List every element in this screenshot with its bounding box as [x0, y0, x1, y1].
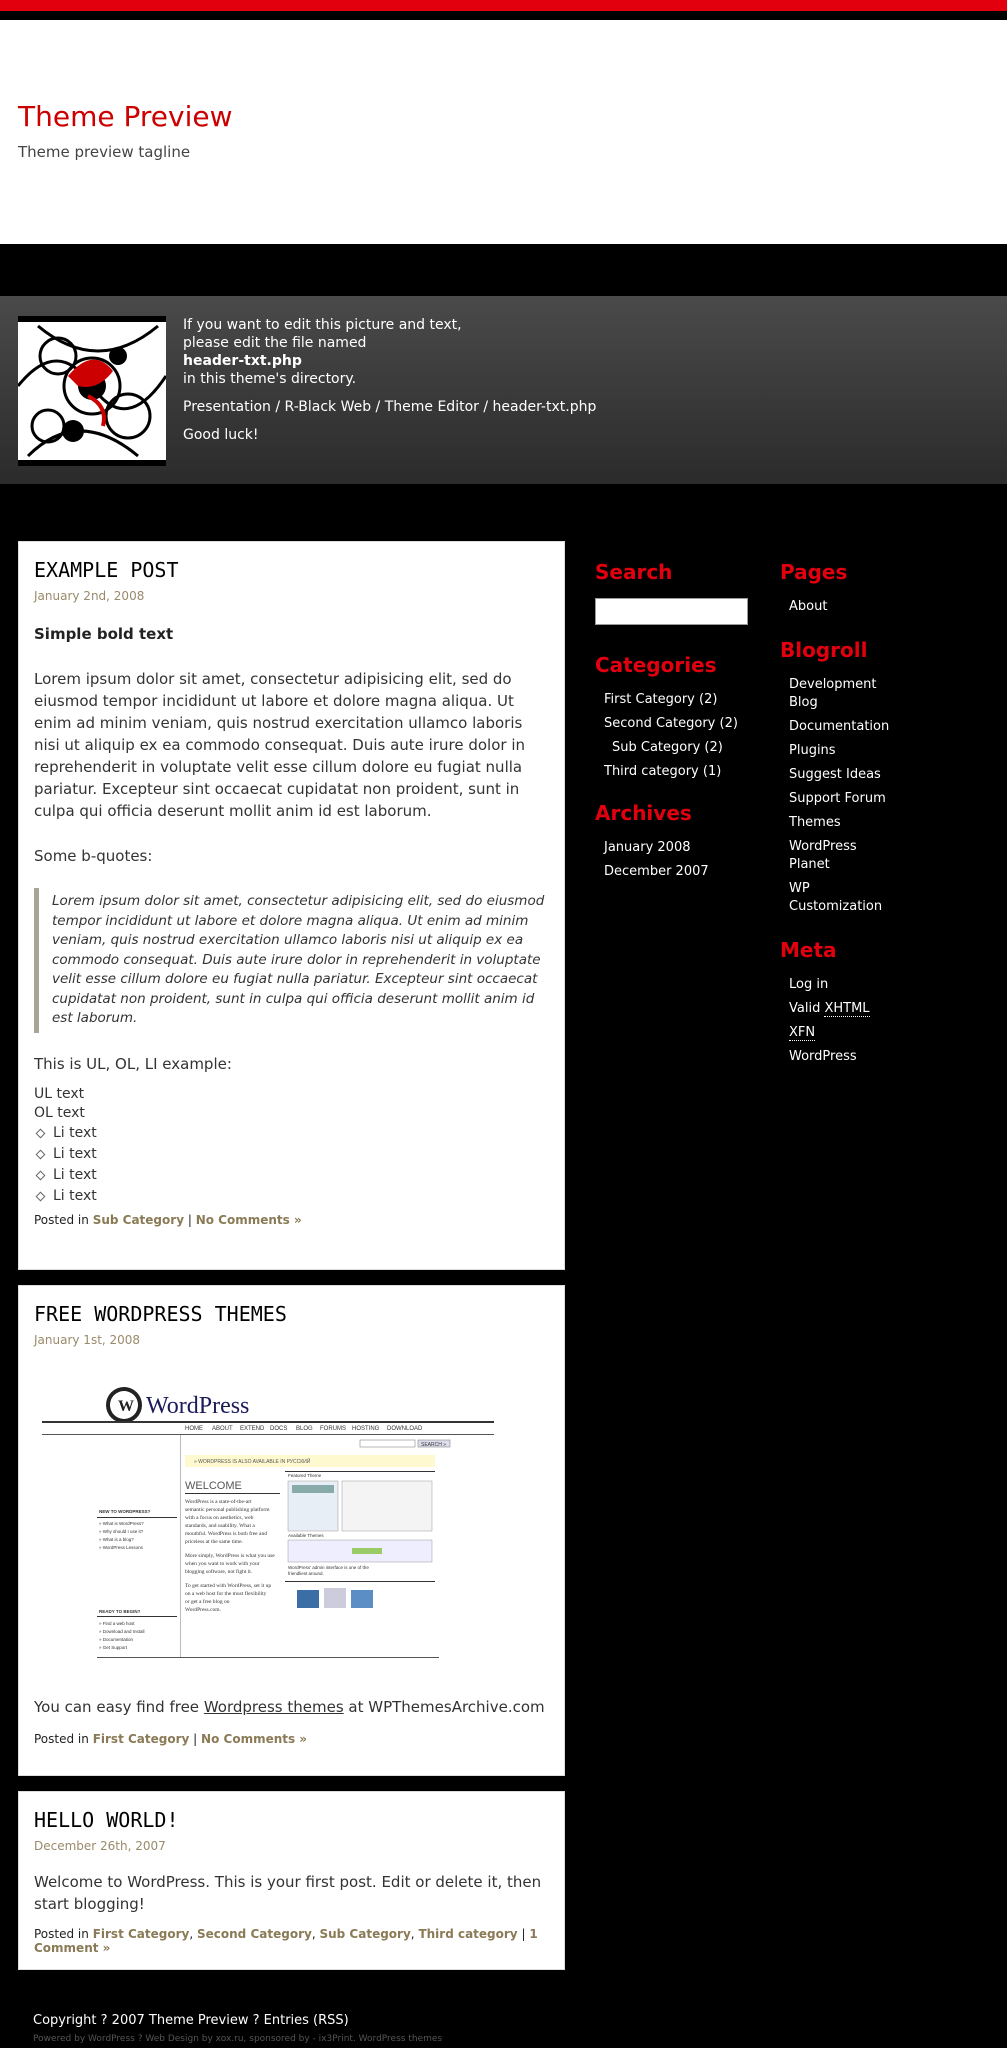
post-date: January 1st, 2008 — [34, 1333, 141, 1347]
blockquote: Lorem ipsum dolor sit amet, consectetur adipisicing elit, sed do eiusmod tempor incididunt ut labore et dolore magna aliqua. Ut enim ad minim veniam, quis nostrud exercitation ullamco laboris nisi ut aliquip ex ea commodo consequat. Duis aute irure dolor in reprehenderit in voluptate velit esse cillum dolore eu fugiat nulla pariatur. Excepteur sint occaecat cupidatat non proident, sunt in culpa qui officia deserunt mollit anim id est laborum. — [34, 888, 549, 1033]
svg-text:READY TO BEGIN?: READY TO BEGIN? — [99, 1609, 141, 1614]
blogroll-item[interactable]: Plugins — [789, 743, 836, 758]
blogroll-item[interactable]: Support Forum — [789, 791, 886, 806]
post-meta: Posted in Sub Category | No Comments » — [34, 1212, 302, 1227]
ol-text: OL text — [34, 1104, 85, 1121]
svg-text:» WORDPRESS IS ALSO AVAILABLE: » WORDPRESS IS ALSO AVAILABLE IN РУССКИЙ — [194, 1459, 311, 1465]
category-item[interactable]: Third category (1) — [604, 764, 722, 779]
svg-text:standards, and usability. What: standards, and usability. What a — [185, 1523, 255, 1529]
category-link[interactable]: Sub Category — [92, 1212, 185, 1227]
post-body: You can easy find free Wordpress themes at WPThemesArchive.com — [34, 1698, 545, 1716]
header-artwork — [18, 316, 166, 466]
svg-text:mouthful. WordPress is both fr: mouthful. WordPress is both free and — [185, 1531, 267, 1537]
wp-logo-text: WordPress — [146, 1393, 250, 1419]
meta-item[interactable]: WordPress — [789, 1049, 857, 1064]
post-body: Welcome to WordPress. This is your first post. Edit or delete it, then start blogging! — [34, 1873, 542, 1913]
bullet-icon — [36, 1170, 46, 1180]
blogroll-item[interactable]: Themes — [789, 815, 841, 830]
list-item: Li text — [34, 1186, 549, 1207]
post-meta: Posted in First Category | No Comments » — [34, 1732, 308, 1746]
bullet-icon — [36, 1191, 46, 1201]
category-link[interactable]: Sub Category — [319, 1927, 411, 1941]
list-item: Li text — [34, 1123, 549, 1144]
blogroll-item[interactable]: Development Blog — [789, 677, 877, 710]
svg-text:SEARCH »: SEARCH » — [421, 1442, 447, 1448]
svg-text:» What is a blog?: » What is a blog? — [99, 1537, 134, 1542]
category-link[interactable]: Second Category — [197, 1927, 312, 1941]
svg-text:NEW TO WORDPRESS?: NEW TO WORDPRESS? — [99, 1509, 151, 1514]
blogroll-item[interactable]: WP Customization — [789, 881, 883, 914]
category-link[interactable]: Third category — [418, 1927, 518, 1941]
svg-text:FORUMS: FORUMS — [320, 1426, 346, 1432]
categories-title: Categories — [595, 653, 717, 677]
post-hello-world — [18, 1791, 565, 1970]
svg-text:» Documentation: » Documentation — [99, 1637, 134, 1642]
sidebar-column-1 — [595, 560, 755, 887]
svg-text:» Download and Install: » Download and Install — [99, 1629, 145, 1634]
blogroll-item[interactable]: WordPress Planet — [789, 839, 857, 872]
category-link[interactable]: First Category — [92, 1732, 190, 1746]
blogroll-item[interactable]: Documentation — [789, 719, 890, 734]
svg-text:DOWNLOAD: DOWNLOAD — [387, 1426, 423, 1432]
post-title[interactable]: EXAMPLE POST — [34, 558, 179, 582]
xhtml-abbr: XHTML — [824, 1001, 870, 1016]
pages-list — [780, 598, 940, 616]
meta-item[interactable]: Log in — [789, 977, 829, 992]
svg-text:DOCS: DOCS — [270, 1426, 288, 1432]
svg-text:friendliest around.: friendliest around. — [288, 1571, 324, 1576]
post-example — [18, 541, 565, 1270]
list-intro: This is UL, OL, LI example: — [34, 1054, 232, 1073]
post-date: December 26th, 2007 — [34, 1839, 166, 1853]
post-title[interactable]: FREE WORDPRESS THEMES — [34, 1302, 287, 1326]
band-luck: Good luck! — [183, 427, 259, 443]
top-red-stripe — [0, 0, 1007, 11]
site-header — [0, 20, 1007, 244]
list-item: Li text — [34, 1144, 549, 1165]
list-block — [34, 1085, 549, 1207]
band-path: Presentation / R-Black Web / Theme Editor / header-txt.php — [183, 399, 597, 415]
header-band — [0, 296, 1007, 484]
svg-text:» What is WordPress?: » What is WordPress? — [99, 1521, 144, 1526]
meta-list — [780, 976, 940, 1066]
svg-text:WordPress' admin interface is: WordPress' admin interface is one of the — [288, 1565, 369, 1570]
svg-text:with a focus on aesthetics, we: with a focus on aesthetics, web — [185, 1515, 254, 1521]
post-paragraph: Lorem ipsum dolor sit amet, consectetur adipisicing elit, sed do eiusmod tempor incididunt ut labore et dolore magna aliqua. Ut enim ad minim veniam, quis nostrud exercitation ullamco laboris nisi ut aliquip ex ea commodo consequat. Duis aute irure dolor in reprehenderit in voluptate velit esse cillum dolore eu fugiat nulla pariatur. Excepteur sint occaecat cupidatat non proident, sunt in culpa qui officia deserunt mollit anim id est laborum. — [34, 670, 526, 820]
band-line-1: If you want to edit this picture and text, — [183, 317, 462, 333]
comments-link[interactable]: 1 Comment » — [34, 1927, 538, 1955]
list-item: Li text — [34, 1165, 549, 1186]
bullet-icon — [36, 1128, 46, 1138]
svg-text:or get a free blog on: or get a free blog on — [185, 1599, 230, 1605]
svg-text:WELCOME: WELCOME — [185, 1480, 242, 1492]
archives-list — [595, 839, 755, 881]
band-filename: header-txt.php — [183, 353, 302, 369]
meta-item[interactable]: XFN — [789, 1025, 816, 1040]
svg-text:HOME: HOME — [185, 1426, 203, 1432]
svg-text:W: W — [118, 1398, 134, 1415]
footer-copyright: Copyright ? 2007 Theme Preview ? Entries (RSS) — [33, 2013, 349, 2028]
svg-text:» Get Support: » Get Support — [99, 1645, 128, 1650]
svg-text:ABOUT: ABOUT — [212, 1426, 233, 1432]
search-input[interactable] — [595, 598, 748, 625]
svg-text:WordPress is a state-of-the-ar: WordPress is a state-of-the-art — [185, 1499, 252, 1505]
site-tagline: Theme preview tagline — [18, 143, 191, 161]
svg-text:when you want to work with you: when you want to work with your — [185, 1561, 260, 1567]
svg-text:More simply, WordPress is what: More simply, WordPress is what you use — [185, 1553, 275, 1559]
blogroll-list — [780, 676, 940, 916]
svg-text:» Find a web host: » Find a web host — [99, 1621, 135, 1626]
post-title[interactable]: HELLO WORLD! — [34, 1808, 179, 1832]
meta-title: Meta — [780, 938, 837, 962]
footer-credits: Powered by WordPress ? Web Design by xox.ru, sponsored by - ix3Print. WordPress themes — [33, 2034, 443, 2044]
blogroll-item[interactable]: Suggest Ideas — [789, 767, 881, 782]
svg-text:blogging software, not fight i: blogging software, not fight it. — [185, 1569, 253, 1575]
search-title: Search — [595, 560, 673, 584]
band-line-3: in this theme's directory. — [183, 371, 357, 387]
svg-text:EXTEND: EXTEND — [240, 1426, 265, 1432]
header-band-text — [183, 316, 596, 454]
archives-title: Archives — [595, 801, 692, 825]
category-item[interactable]: First Category (2) — [604, 692, 718, 707]
category-item[interactable]: Second Category (2) — [604, 716, 738, 731]
category-link[interactable]: First Category — [92, 1927, 190, 1941]
top-bar — [0, 0, 1007, 20]
svg-text:BLOG: BLOG — [296, 1426, 313, 1432]
ul-text: UL text — [34, 1085, 85, 1102]
categories-list — [595, 691, 755, 781]
archive-item[interactable]: December 2007 — [604, 864, 709, 879]
svg-text:» Why should I use it?: » Why should I use it? — [99, 1529, 144, 1534]
svg-text:To get started with WordPress,: To get started with WordPress, set it up — [185, 1583, 272, 1589]
comments-link[interactable]: No Comments » — [195, 1212, 302, 1227]
comments-link[interactable]: No Comments » — [201, 1732, 308, 1746]
site-title[interactable]: Theme Preview — [18, 100, 233, 133]
post-free-themes — [18, 1285, 565, 1776]
svg-text:HOSTING: HOSTING — [352, 1426, 380, 1432]
post-date: January 2nd, 2008 — [34, 589, 145, 603]
meta-item[interactable]: Valid XHTML — [789, 1001, 870, 1016]
blogroll-title: Blogroll — [780, 638, 868, 662]
svg-text:on a web host for the most fle: on a web host for the most flexibility — [185, 1591, 267, 1597]
archive-item[interactable]: January 2008 — [604, 840, 691, 855]
band-line-2: please edit the file named — [183, 335, 367, 351]
sidebar-column-2 — [780, 560, 940, 1072]
svg-text:priceless at the same time.: priceless at the same time. — [185, 1539, 243, 1545]
bquote-intro: Some b-quotes: — [34, 847, 153, 865]
page-item[interactable]: About — [789, 599, 828, 614]
post-bold-text: Simple bold text — [34, 625, 174, 643]
bullet-icon — [36, 1149, 46, 1159]
post-meta: Posted in First Category, Second Category, Sub Category, Third category | 1 Comment » — [34, 1927, 538, 1955]
svg-text:Available Themes: Available Themes — [288, 1533, 324, 1538]
wordpress-themes-link[interactable]: Wordpress themes — [203, 1698, 344, 1716]
pages-title: Pages — [780, 560, 848, 584]
svg-text:semantic personal publishing p: semantic personal publishing platform — [185, 1507, 270, 1513]
wordpress-screenshot — [42, 1373, 504, 1678]
svg-text:Featured Theme: Featured Theme — [288, 1473, 322, 1478]
svg-text:» WordPress Lessons: » WordPress Lessons — [99, 1545, 143, 1550]
svg-text:WordPress.com.: WordPress.com. — [185, 1607, 221, 1613]
category-item[interactable]: Sub Category (2) — [612, 740, 723, 755]
